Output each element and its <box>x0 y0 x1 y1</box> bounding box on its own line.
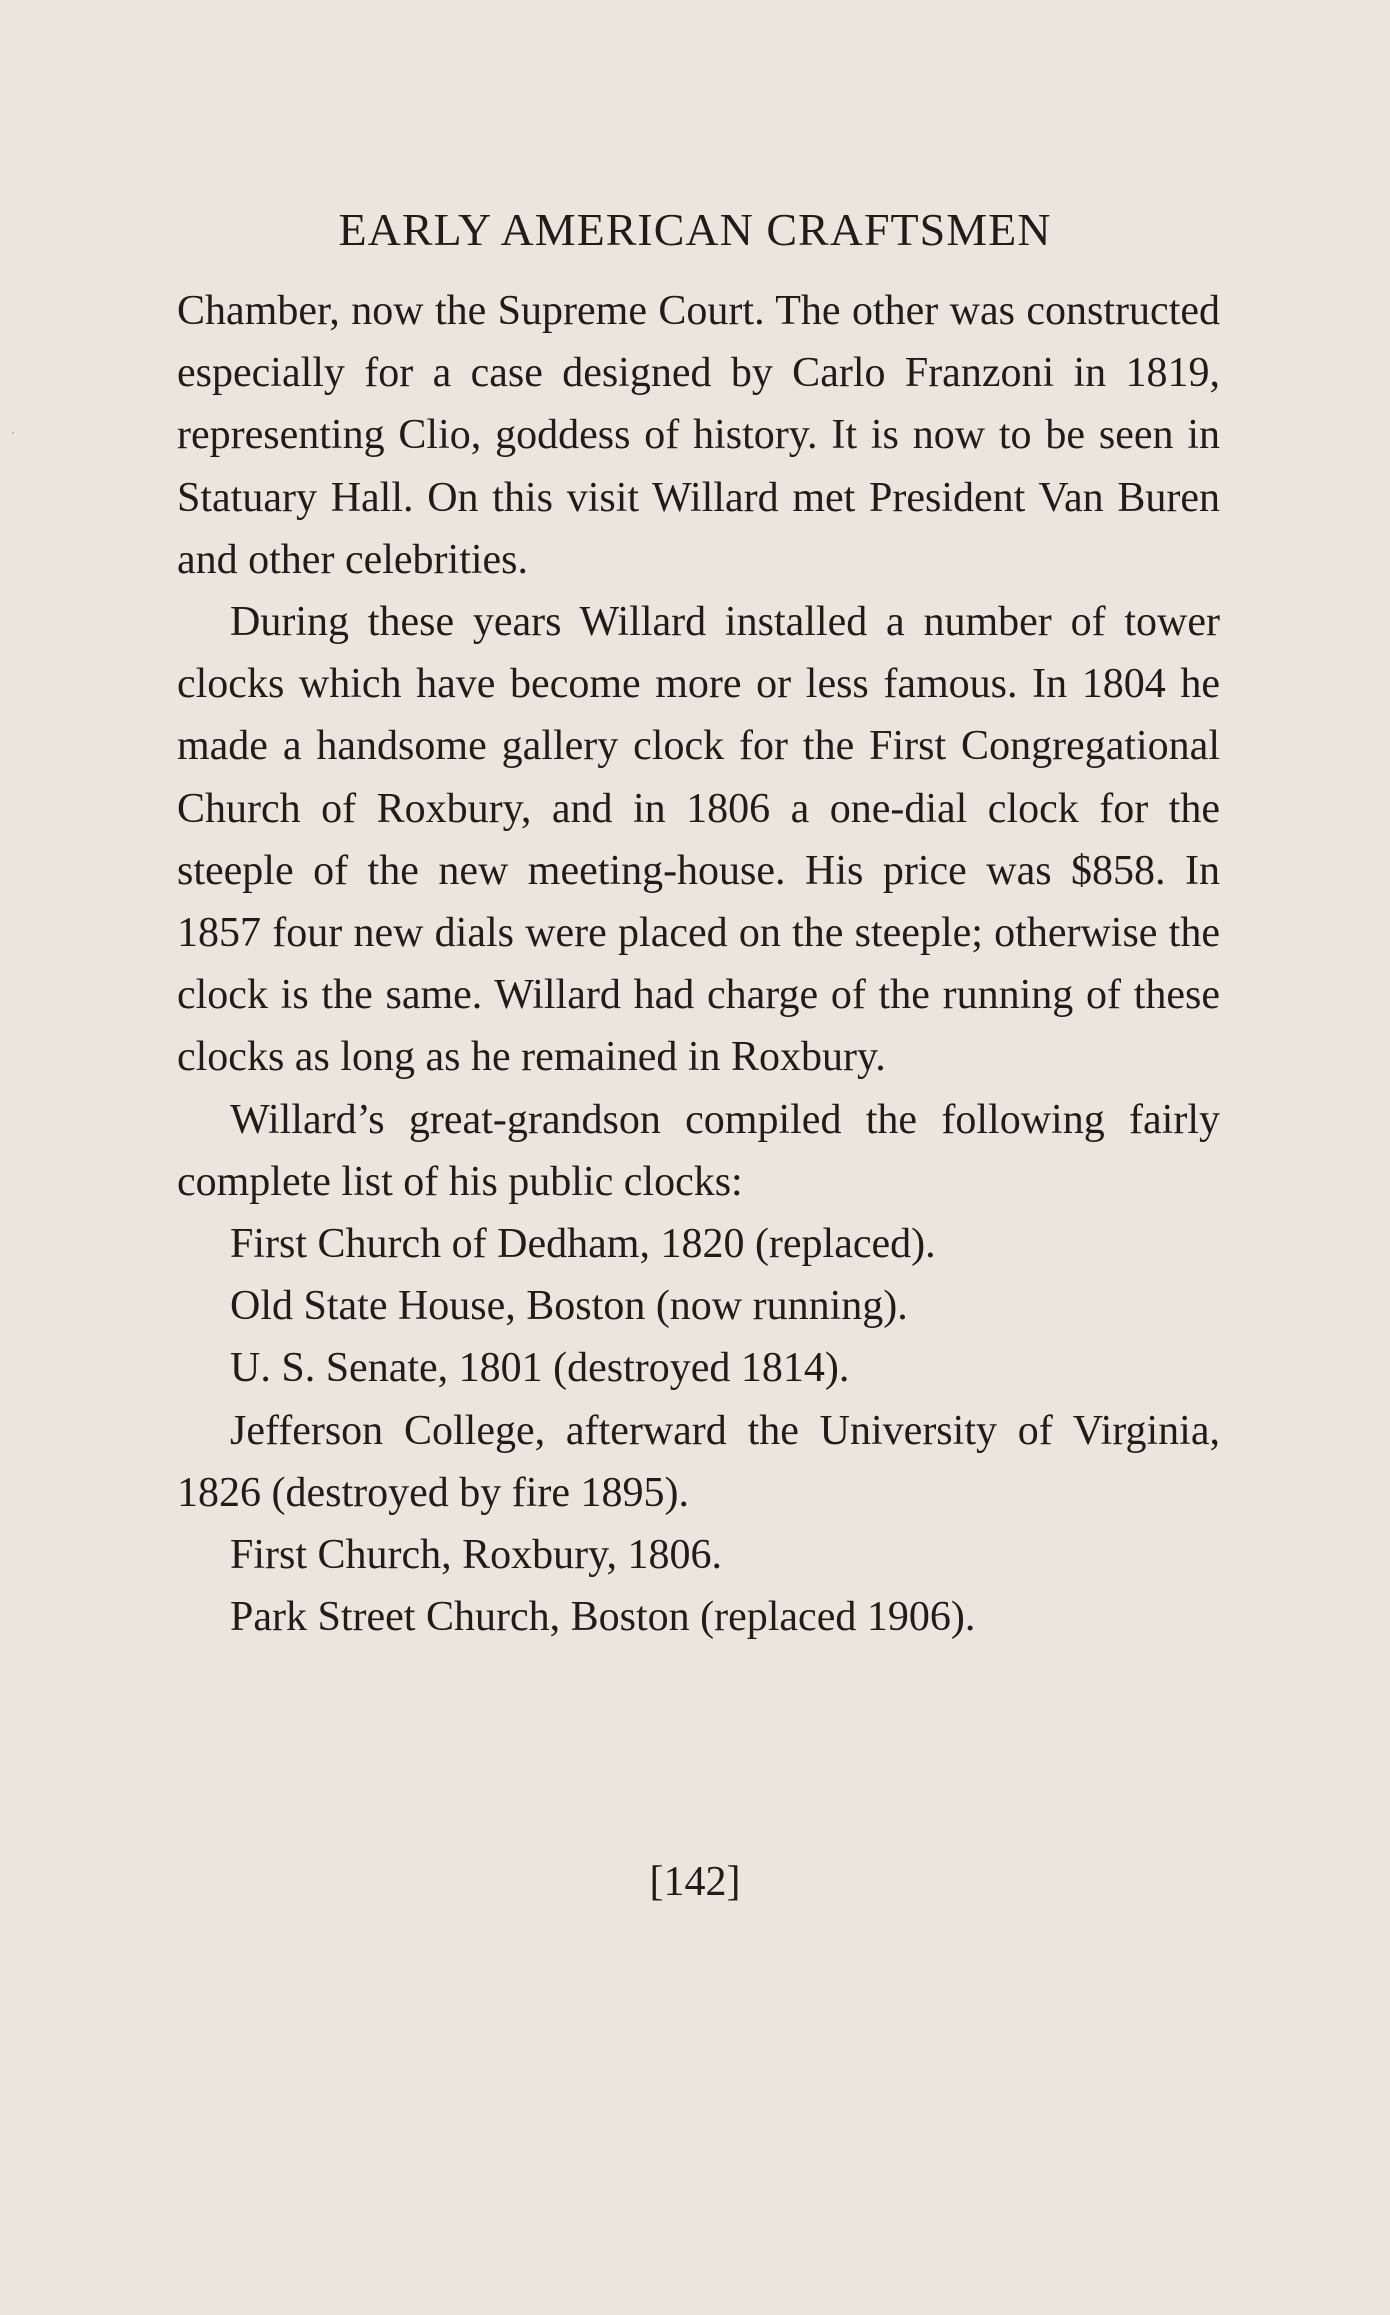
body-text <box>177 280 1220 1648</box>
paper-speck <box>12 432 14 434</box>
list-item: Jefferson College, afterward the University of Virginia, 1826 (destroyed by fire 1895). <box>177 1407 1220 1516</box>
list-item: Old State House, Boston (now running). <box>230 1283 908 1330</box>
list-item: First Church of Dedham, 1820 (replaced). <box>230 1221 936 1268</box>
list-item: Park Street Church, Boston (replaced 1906). <box>230 1594 976 1641</box>
page-number: [142] <box>649 1859 741 1905</box>
paragraph-continuation: Chamber, now the Supreme Court. The other was constructed especially for a case designed by Carlo Franzoni in 1819, representing Clio, goddess of history. It is now to be seen in Statuary Hall. On this visit Willard met President Van Buren and other celebrities. <box>177 288 1220 583</box>
list-item: First Church, Roxbury, 1806. <box>230 1532 722 1579</box>
running-head: EARLY AMERICAN CRAFTSMEN <box>338 204 1052 255</box>
paragraph-list-intro: Willard’s great-grandson compiled the following fairly complete list of his public clocks: <box>177 1096 1220 1205</box>
list-item: U. S. Senate, 1801 (destroyed 1814). <box>230 1345 850 1392</box>
paragraph-tower-clocks: During these years Willard installed a number of tower clocks which have become more or less famous. In 1804 he made a handsome gallery clock for the First Congregational Church of Roxbury, and in 1806 a one-dial clock for the steeple of the new meeting-house. His price was $858. In 1857 four new dials were placed on the steeple; otherwise the clock is the same. Willard had charge of the running of these clocks as long as he remained in Roxbury. <box>177 599 1220 1081</box>
